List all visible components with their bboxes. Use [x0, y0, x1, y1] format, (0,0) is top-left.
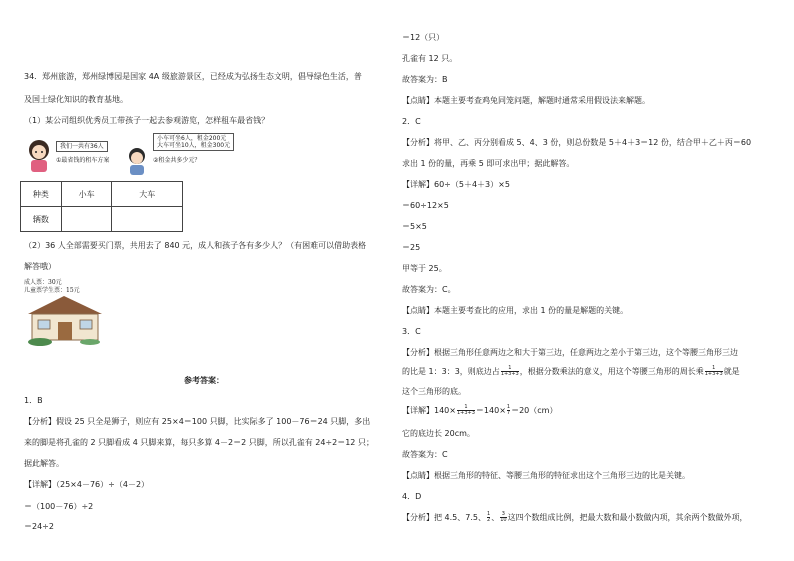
adult-ticket-price: 成人票：30元	[24, 279, 62, 286]
fraction-denominator: 10	[500, 517, 507, 523]
answer-1-number: 1．B	[24, 396, 43, 405]
fraction-denominator: 2	[487, 517, 491, 523]
answer-2-step3: ＝25	[402, 243, 421, 252]
answer-1-conclusion: 孔雀有 12 只。	[402, 54, 458, 63]
fraction-denominator: 1+3+3	[500, 371, 519, 377]
answer-1-result: ＝12（只）	[402, 33, 445, 42]
hint-total-rent: ②租金共多少元？	[153, 157, 201, 164]
answer-2-step2: ＝5×5	[402, 222, 427, 231]
answer-2-number: 2．C	[402, 117, 421, 126]
table-row	[21, 182, 183, 207]
speech-bubble-bus-info	[153, 133, 234, 151]
answer-1-analysis-line3: 据此解答。	[24, 459, 64, 468]
answer-2-comment: 【点睛】本题主要考查比的应用，求出 1 份的量是解题的关键。	[402, 306, 629, 315]
q34-part2-line1: （2）36 人全部需要买门票，共用去了 840 元，成人和孩子各有多少人？（有困难可以借助表格	[24, 241, 367, 250]
table-header: 小车	[61, 182, 112, 207]
fraction	[457, 405, 475, 416]
answer-4-text-c: 这四个数组成比例，把最大数和最小数做内项，其余两个数做外项，	[507, 513, 748, 522]
answer-3-detail-a: 【详解】140×	[402, 406, 456, 415]
fraction	[705, 366, 723, 377]
answer-3-analysis-line3: 这个三角形的底。	[402, 387, 466, 396]
table-header: 种类	[21, 182, 62, 207]
answer-2-detail: 【详解】60÷（5＋4＋3）×5	[402, 180, 510, 189]
fraction-denominator: 1+3+3	[456, 410, 475, 416]
answer-3-text-a: 的比是 1：3：3，则底边占	[402, 367, 500, 376]
answer-2-analysis-line1: 【分析】将甲、乙、丙分别看成 5、4、3 份，则总份数是 5＋4＋3＝12 份，结合甲＋乙＋丙＝60	[402, 138, 752, 147]
answer-4-analysis-line1	[402, 512, 748, 523]
answer-3-comment: 【点睛】根据三角形的特征、等腰三角形的特征求出这个三角形三边的比是关键。	[402, 471, 690, 480]
fraction-denominator: 7	[506, 410, 511, 416]
q34-text-line1: 34．郑州旅游，郑州绿博园是国家 4A 级旅游景区，已经成为弘扬生态文明，倡导绿色生活，普	[24, 72, 362, 81]
answer-1-analysis-line1: 【分析】假设 25 只全是狮子，则应有 25×4＝100 只脚，比实际多了 100－76＝24 只脚，多出	[24, 417, 371, 426]
answer-3-detail-b: ＝140×	[475, 406, 506, 415]
answer-3-detail-c: ＝20（cm）	[511, 406, 558, 415]
answer-1-step2: ＝24÷2	[24, 522, 54, 531]
house-illustration	[24, 294, 106, 346]
boy-illustration	[124, 146, 150, 176]
fraction-numerator: 1	[501, 366, 519, 372]
answer-3-number: 3．C	[402, 327, 421, 336]
answer-3-detail	[402, 405, 557, 416]
answer-1-step1: ＝（100－76）÷2	[24, 502, 94, 511]
girl-icon	[24, 138, 54, 174]
table-cell	[61, 207, 112, 232]
answer-1-analysis-line2: 来的脚是将孔雀的 2 只脚看成 4 只脚来算，每只多算 4－2＝2 只脚，所以孔雀有 24÷2＝12 只；	[24, 438, 374, 447]
child-ticket-price: 儿童票学生票：15元	[24, 287, 80, 294]
q34-part2-line2: 解答哦）	[24, 262, 56, 271]
answer-3-analysis-line2	[402, 366, 740, 377]
answer-4-text-a: 【分析】把 4.5、7.5、	[402, 513, 486, 522]
q34-part1: （1）某公司组织优秀员工带孩子一起去参观游览，怎样租车最省钱？	[24, 116, 270, 125]
answer-1-detail: 【详解】（25×4－76）÷（4－2）	[24, 480, 150, 489]
table-header: 大车	[112, 182, 183, 207]
bus-large-info: 大车可坐10人，租金300元	[157, 142, 231, 149]
vehicle-count-table	[20, 181, 183, 232]
fraction	[487, 512, 490, 523]
fraction-numerator: 1	[506, 404, 511, 410]
answer-2-analysis-line2: 求出 1 份的量，再乘 5 即可求出甲；据此解答。	[402, 159, 575, 168]
answer-4-text-b: 、	[491, 513, 500, 522]
table-cell	[112, 207, 183, 232]
answer-4-number: 4．D	[402, 492, 422, 501]
fraction-numerator: 3	[501, 511, 505, 517]
table-row-label: 辆数	[21, 207, 62, 232]
fraction-numerator: 1	[487, 511, 491, 517]
answer-heading: 参考答案：	[184, 376, 224, 385]
bus-small-info: 小车可坐6人，租金200元	[157, 135, 227, 142]
fraction	[500, 512, 506, 523]
answer-3-conclusion: 它的底边长 20cm。	[402, 429, 475, 438]
answer-3-text-c: 就是	[723, 367, 740, 376]
fraction-numerator: 1	[705, 366, 723, 372]
fraction	[501, 366, 519, 377]
answer-3-text-b: ，根据分数乘法的意义，用这个等腰三角形的周长乘	[519, 367, 704, 376]
answer-2-conclusion: 甲等于 25。	[402, 264, 447, 273]
q34-text-line2: 及国土绿化知识的教育基地。	[24, 95, 128, 104]
boy-icon	[124, 146, 150, 176]
house-icon	[24, 294, 106, 346]
speech-bubble-people: 我们一共有36人	[56, 141, 108, 152]
table-row	[21, 207, 183, 232]
answer-3-final: 故答案为：C	[402, 450, 448, 459]
fraction-numerator: 1	[457, 405, 475, 411]
hint-cheapest-plan: ①最省钱的租车方案	[56, 157, 110, 164]
answer-2-step1: ＝60÷12×5	[402, 201, 449, 210]
fraction	[507, 405, 510, 416]
answer-1-final: 故答案为：B	[402, 75, 448, 84]
girl-illustration	[24, 138, 54, 174]
fraction-denominator: 1+3+3	[704, 371, 723, 377]
answer-1-comment: 【点睛】本题主要考查鸡兔同笼问题，解题时通常采用假设法来解题。	[402, 96, 650, 105]
answer-2-final: 故答案为：C。	[402, 285, 456, 294]
answer-3-analysis-line1: 【分析】根据三角形任意两边之和大于第三边，任意两边之差小于第三边，这个等腰三角形三边	[402, 348, 738, 357]
